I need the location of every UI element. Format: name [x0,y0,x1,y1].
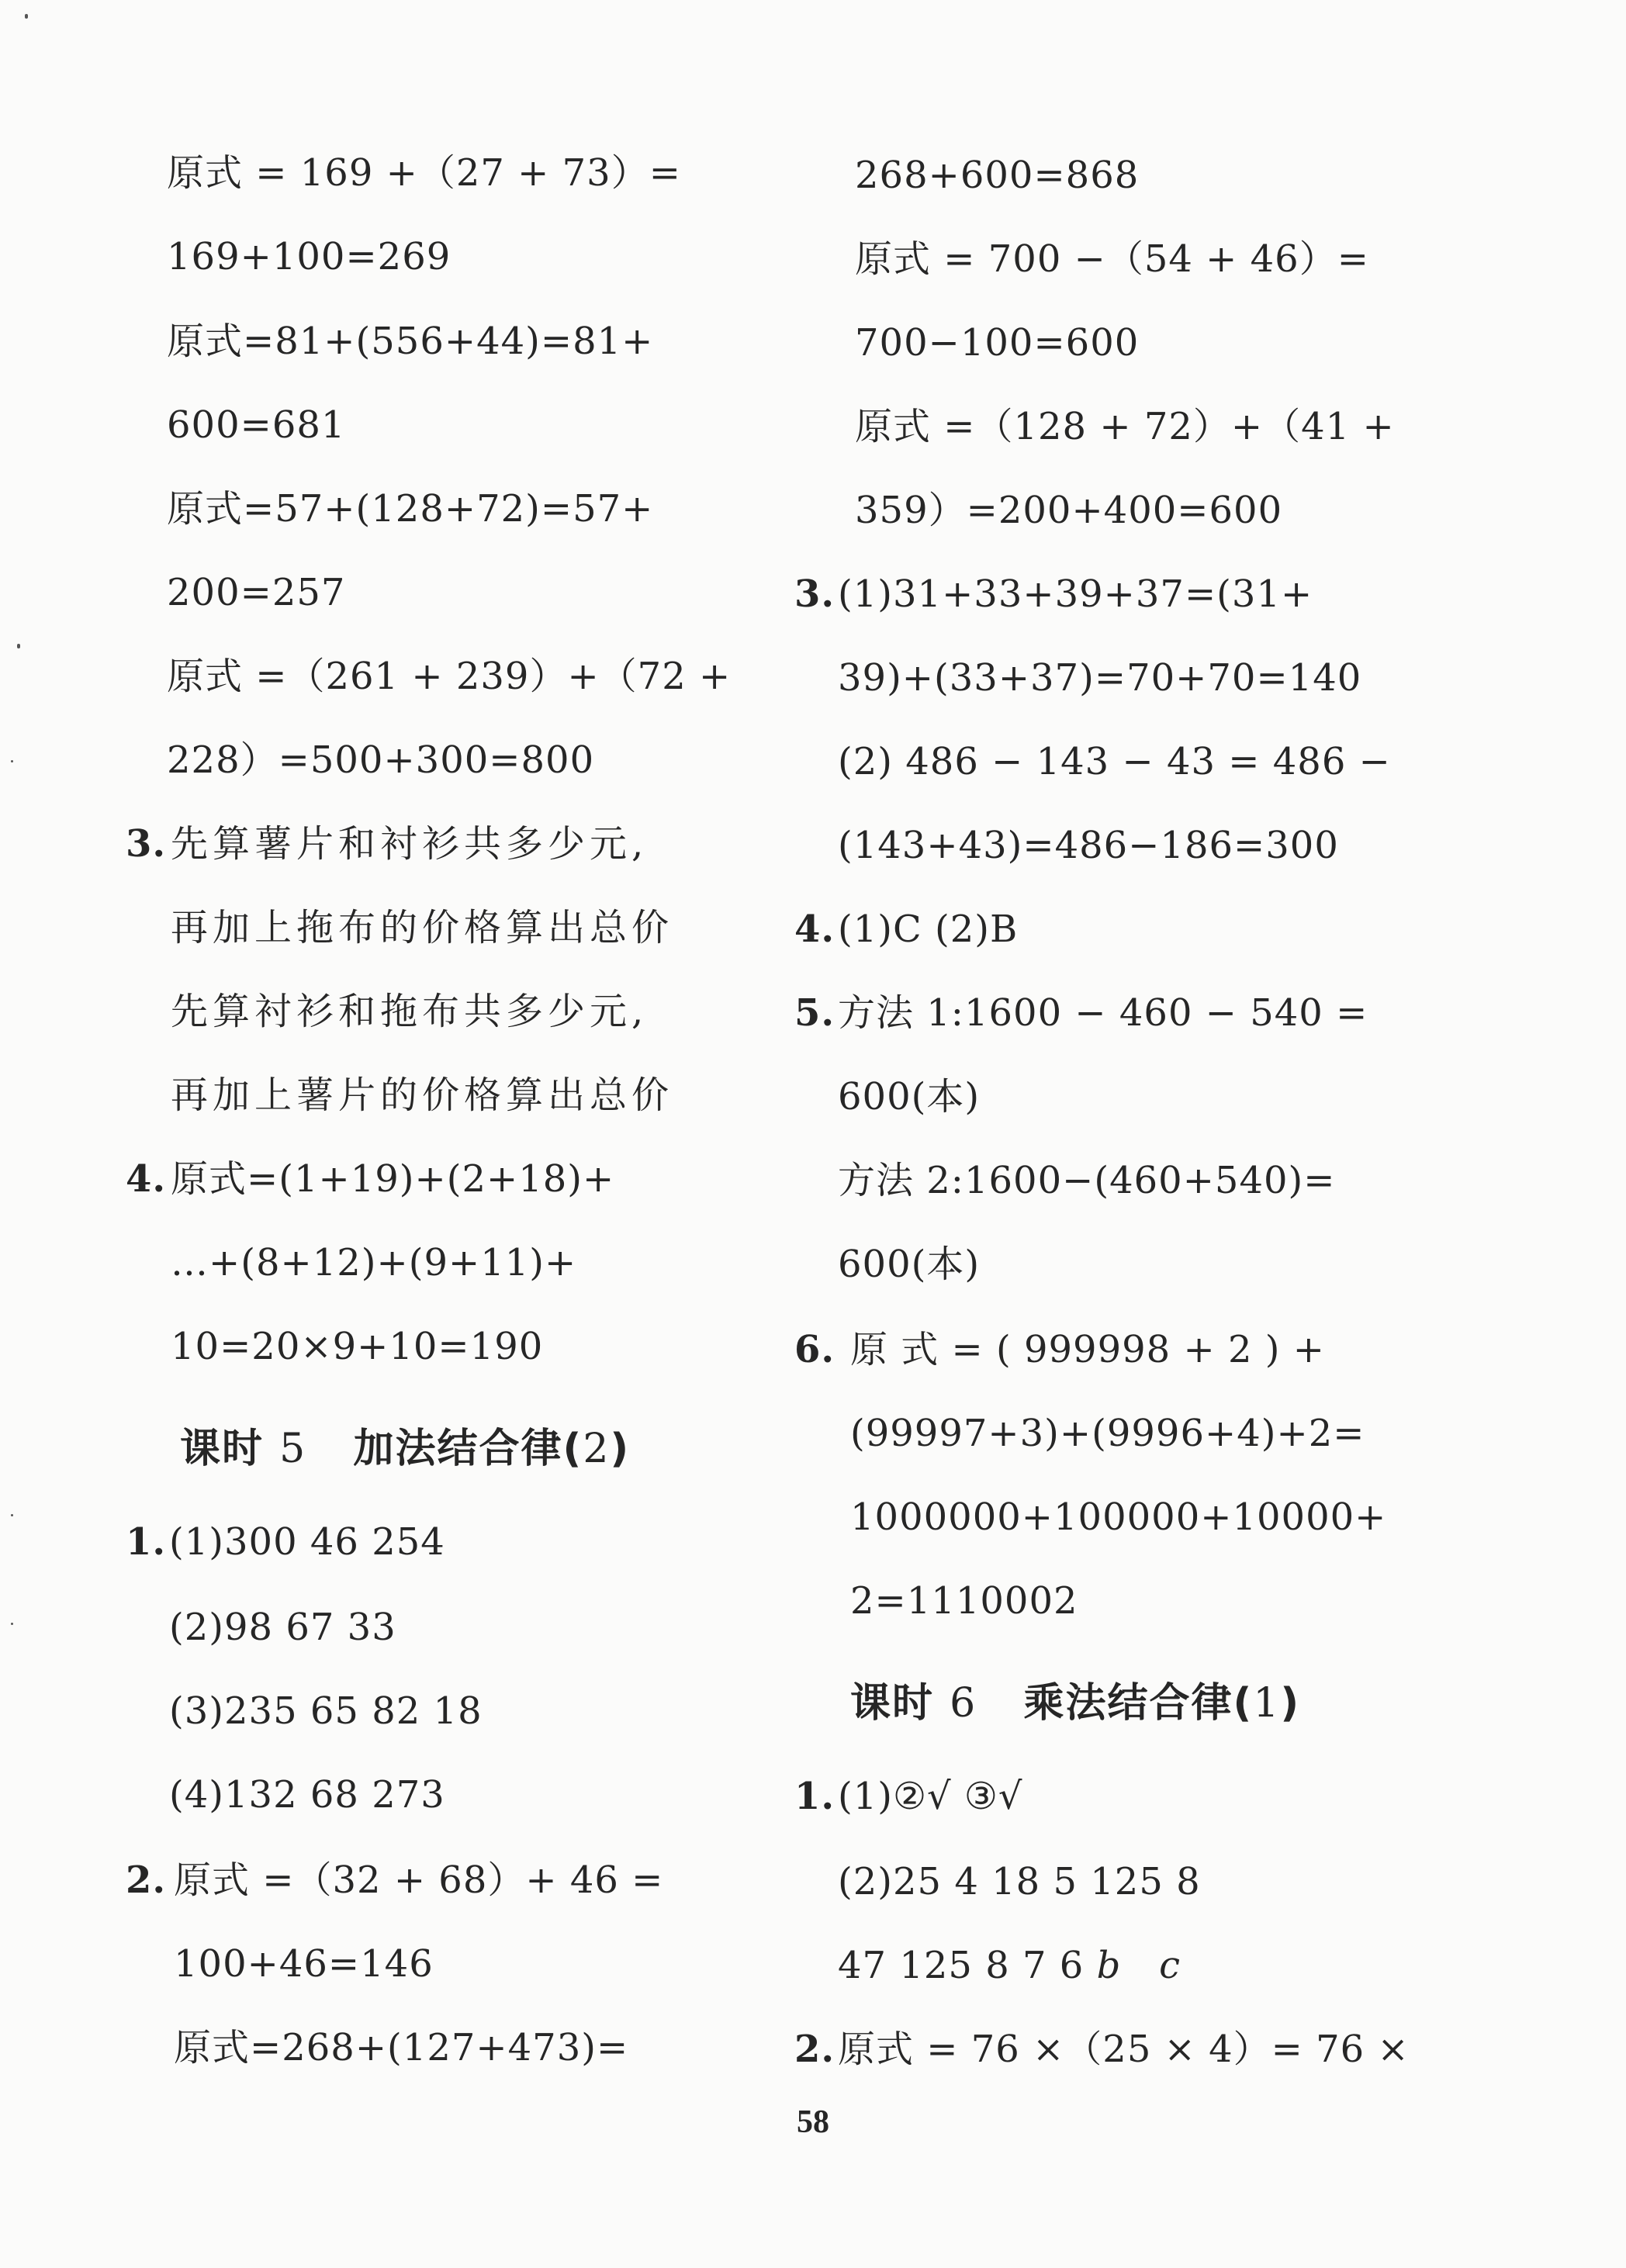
text-line: 原式 =（261 + 239）+（72 + [167,655,732,698]
text-line: (1)C (2)B [838,908,1019,951]
text-line: 原式=(1+19)+(2+18)+ [171,1157,615,1201]
text-line: 再加上薯片的价格算出总价 [171,1073,674,1117]
text-line: 原 式 = ( 999998 + 2 ) + [850,1328,1325,1371]
heading-title: 加法结合律( [353,1426,583,1472]
question-number: 4. [794,908,835,951]
heading-part: 2 [583,1426,611,1472]
question-number: 1. [126,1520,167,1564]
text-line [838,1942,1181,1989]
text-line: (4)132 68 273 [169,1773,445,1817]
text-line: 600(本) [838,1075,981,1118]
question-number: 2. [794,2028,835,2071]
text-line: (99997+3)+(9996+4)+2= [850,1412,1365,1455]
scan-speck [11,760,13,762]
question-number: 1. [794,1775,835,1818]
text-line: 方法 2:1600−(460+540)= [838,1159,1336,1202]
text-line: (2)25 4 18 5 125 8 [838,1860,1201,1903]
variable-c: c [1159,1944,1181,1987]
variable-b: b [1096,1944,1122,1987]
scan-speck [11,1514,13,1516]
text-line: 先算薯片和衬衫共多少元, [171,822,649,866]
text-line: 228）=500+300=800 [167,738,595,782]
text-line: (143+43)=486−186=300 [838,824,1339,867]
heading-label: 课时 [180,1426,265,1472]
section-heading [180,1424,630,1474]
text-line: (1)②√ ③√ [838,1775,1023,1818]
question-number: 3. [794,572,835,616]
scan-speck [25,14,28,19]
text-line: 原式 =（128 + 72）+（41 + [855,405,1395,448]
text-line: 原式=268+(127+473)= [174,2026,629,2069]
text-line: (1)300 46 254 [169,1520,445,1564]
section-heading [850,1679,1300,1728]
heading-close: ) [1280,1680,1301,1727]
scan-speck [11,1623,13,1625]
text-line: 100+46=146 [174,1942,434,1986]
question-number: 5. [794,991,835,1035]
text-line: (3)235 65 82 18 [169,1689,483,1733]
text-line: 原式 = 700 −（54 + 46）= [855,237,1369,281]
text-line: 原式=57+(128+72)=57+ [167,487,654,531]
question-number: 3. [126,822,167,866]
question-number: 6. [794,1328,835,1371]
text-line: 600(本) [838,1243,981,1286]
text-line: 1000000+100000+10000+ [850,1495,1387,1539]
text-line: 先算衬衫和拖布共多少元, [171,990,649,1033]
text-line: 359）=200+400=600 [855,489,1283,532]
heading-label: 课时 [850,1680,935,1727]
text-line: (1)31+33+39+37=(31+ [838,572,1313,616]
text-line: 200=257 [167,571,346,614]
text-line: (2)98 67 33 [169,1606,396,1649]
text-line: 原式 = 76 ×（25 × 4）= 76 × [838,2028,1410,2071]
text-line: …+(8+12)+(9+11)+ [171,1241,577,1284]
text-line: 2=1110002 [850,1579,1078,1623]
heading-number: 6 [950,1680,977,1727]
text-line: 10=20×9+10=190 [171,1325,544,1368]
text-line: (2) 486 − 143 − 43 = 486 − [838,740,1391,783]
text-line: 原式 =（32 + 68）+ 46 = [174,1858,664,1902]
scan-speck [17,644,20,648]
text-line: 600=681 [167,403,346,447]
text-line: 再加上拖布的价格算出总价 [171,906,674,949]
page-number: 58 [797,2104,829,2140]
text-line: 169+100=269 [167,235,451,278]
text-line: 原式=81+(556+44)=81+ [167,320,654,363]
heading-part: 1 [1253,1680,1281,1727]
text-line: 方法 1:1600 − 460 − 540 = [838,991,1368,1035]
text-line: 原式 = 169 +（27 + 73）= [167,151,681,195]
text-line: 268+600=868 [855,154,1140,197]
text-line: 700−100=600 [855,321,1140,365]
text-line: 39)+(33+37)=70+70=140 [838,656,1362,700]
heading-title: 乘法结合律( [1023,1680,1254,1727]
text-segment: 47 125 8 7 6 [838,1944,1097,1987]
question-number: 2. [126,1858,167,1902]
question-number: 4. [126,1157,167,1201]
heading-close: ) [610,1426,631,1472]
heading-number: 5 [279,1426,307,1472]
